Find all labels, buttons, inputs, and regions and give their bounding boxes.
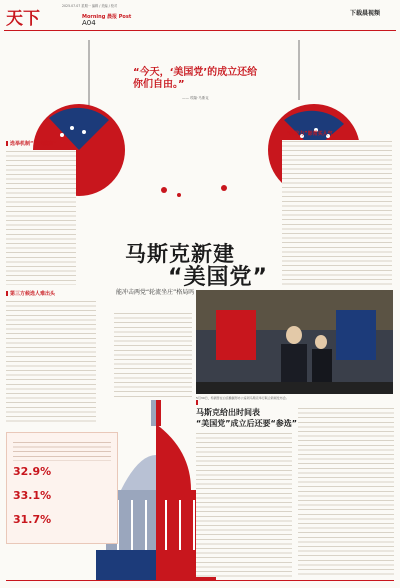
brand: Morning 晨报 Post	[82, 14, 132, 20]
headline-line1: 马斯克新建	[125, 242, 235, 266]
body-text-left2	[6, 300, 96, 425]
section-heading-right1-marker	[196, 400, 200, 406]
page-footer	[0, 580, 400, 588]
section-heading-left1: 选举机制“已过数座”	[6, 140, 57, 147]
lead-quote: “今天，‘美国党’的成立还给你们自由。”	[133, 67, 258, 90]
body-text-right2b	[298, 407, 394, 577]
body-text-right1	[282, 140, 392, 285]
section-heading-mid1: “秋收力”影常买人气	[282, 130, 333, 137]
lead-attribution: —— 埃隆·马斯克	[182, 96, 209, 100]
photo-caption: 5月30日，特朗普在白宫椭圆形办公室同马斯克举行联合新闻发布会。	[196, 396, 289, 400]
body-text-right2a	[196, 432, 292, 577]
poll-sidebar	[6, 432, 118, 544]
header-rule	[4, 30, 396, 31]
sidebar-number-3: 31.7%	[13, 513, 52, 526]
press-conference-photo	[196, 290, 393, 394]
section-title: 天下	[6, 9, 40, 29]
body-text-left1	[6, 150, 76, 285]
issue-line: 2025.07.07 星期一 编辑 / 美编 / 校对	[62, 4, 118, 8]
section-heading-left2: 第三方候选人难出头	[6, 290, 55, 297]
app-download-logo: 下载晨视频	[350, 10, 381, 17]
sidebar-number-2: 33.1%	[13, 489, 52, 502]
page-number: A04	[82, 19, 96, 27]
headline-line2: “美国党”	[168, 265, 268, 290]
secondary-subheadline: “美国党”成立后还要“参选”	[196, 419, 298, 428]
sidebar-number-1: 32.9%	[13, 465, 52, 478]
sidebar-text	[13, 441, 111, 461]
page-header	[0, 0, 400, 30]
subheadline: 能冲击两党“轮流坐庄”格局吗	[116, 289, 195, 296]
secondary-headline: 马斯克给出时间表	[196, 408, 260, 417]
